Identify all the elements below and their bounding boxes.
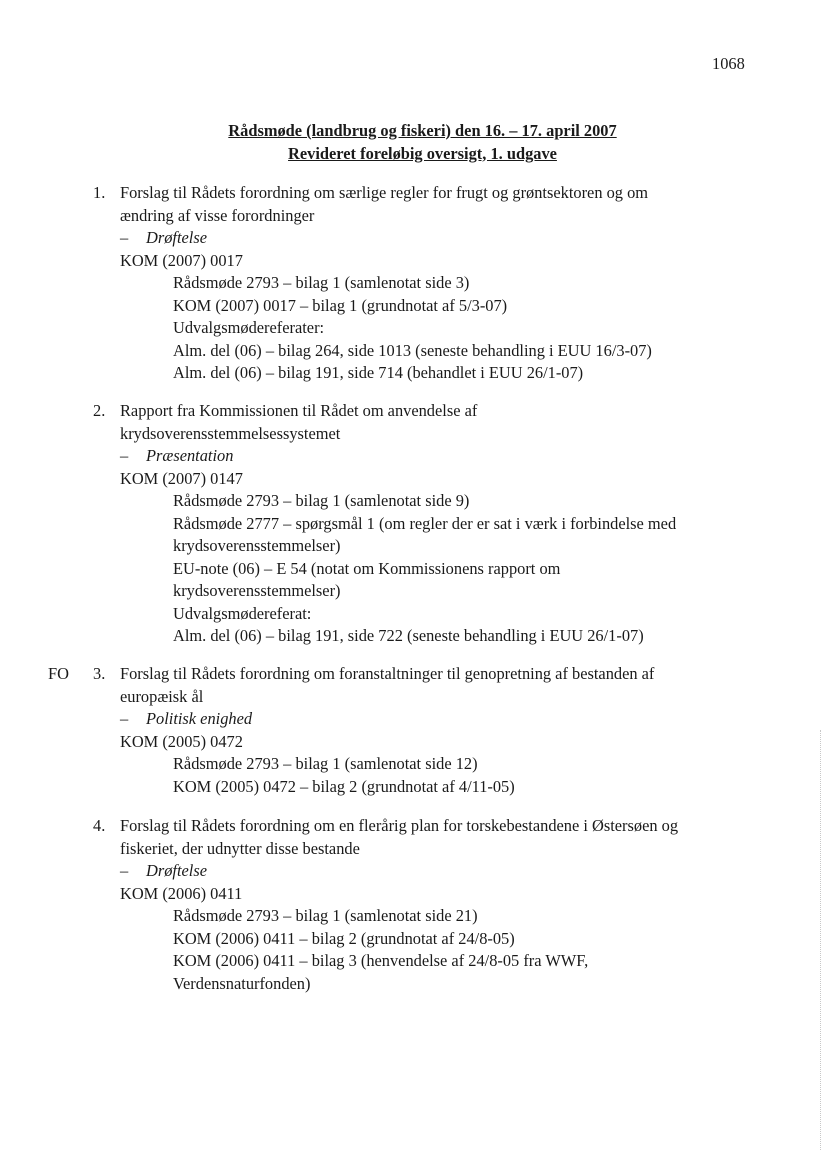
sub-reference: EU-note (06) – E 54 (notat om Kommissionens rapport om xyxy=(173,558,561,578)
item-reference: KOM (2007) 0147 xyxy=(120,468,243,488)
sub-reference: Udvalgsmødereferat: xyxy=(173,603,312,623)
heading-title: Rådsmøde (landbrug og fiskeri) den 16. – 17. april 2007 xyxy=(228,121,617,140)
item-title-line: krydsoverensstemmelsessystemet xyxy=(120,423,341,443)
page-number: 1068 xyxy=(712,54,745,73)
scan-artifact-dots xyxy=(818,730,821,1150)
status-dash: – xyxy=(120,861,129,880)
heading-subtitle: Revideret foreløbig oversigt, 1. udgave xyxy=(288,143,557,163)
side-mark: FO xyxy=(48,664,69,683)
sub-reference: krydsoverensstemmelser) xyxy=(173,536,341,555)
sub-references xyxy=(173,753,753,798)
status-label: Drøftelse xyxy=(146,861,208,880)
sub-reference: KOM (2005) 0472 – bilag 2 (grundnotat af 4/11-05) xyxy=(173,776,515,796)
sub-references xyxy=(173,272,753,385)
status-dash: – xyxy=(120,709,129,728)
item-number: 3. xyxy=(93,664,106,683)
status-dash: – xyxy=(120,446,129,465)
item-body xyxy=(120,815,800,995)
sub-reference: Alm. del (06) – bilag 264, side 1013 (seneste behandling i EUU 16/3-07) xyxy=(173,340,652,360)
sub-references xyxy=(173,490,753,648)
status-dash: – xyxy=(120,228,129,247)
item-body xyxy=(120,663,770,798)
item-number: 1. xyxy=(93,183,106,202)
item-status xyxy=(120,860,800,883)
status-label: Politisk enighed xyxy=(146,709,253,728)
sub-reference: Rådsmøde 2793 – bilag 1 (samlenotat side 12) xyxy=(173,754,478,773)
item-title-line: Rapport fra Kommissionen til Rådet om anvendelse af xyxy=(120,401,478,420)
item-title-line: fiskeriet, der udnytter disse bestande xyxy=(120,838,360,858)
sub-reference: krydsoverensstemmelser) xyxy=(173,581,341,600)
sub-reference: Rådsmøde 2793 – bilag 1 (samlenotat side 3) xyxy=(173,273,470,292)
item-title-line: Forslag til Rådets forordning om en flerårig plan for torskebestandene i Østersøen og xyxy=(120,816,679,835)
status-label: Præsentation xyxy=(146,446,234,465)
status-label: Drøftelse xyxy=(146,228,208,247)
sub-references xyxy=(173,905,753,995)
sub-reference: Alm. del (06) – bilag 191, side 714 (behandlet i EUU 26/1-07) xyxy=(173,363,584,382)
item-title-line: ændring af visse forordninger xyxy=(120,205,315,225)
sub-reference: Verdensnaturfonden) xyxy=(173,973,311,993)
item-body xyxy=(120,400,770,648)
item-number: 2. xyxy=(93,401,106,420)
item-reference: KOM (2007) 0017 xyxy=(120,250,243,270)
document-heading xyxy=(0,120,825,165)
sub-reference: Alm. del (06) – bilag 191, side 722 (seneste behandling i EUU 26/1-07) xyxy=(173,626,644,645)
item-status xyxy=(120,708,770,731)
item-status xyxy=(120,227,770,250)
sub-reference: KOM (2006) 0411 – bilag 3 (henvendelse af 24/8-05 fra WWF, xyxy=(173,951,589,970)
sub-reference: Udvalgsmødereferater: xyxy=(173,318,325,337)
item-status xyxy=(120,445,770,468)
sub-reference: Rådsmøde 2793 – bilag 1 (samlenotat side 9) xyxy=(173,491,470,510)
sub-reference: KOM (2007) 0017 – bilag 1 (grundnotat af 5/3-07) xyxy=(173,295,508,315)
item-title-line: europæisk ål xyxy=(120,686,204,706)
sub-reference: Rådsmøde 2777 – spørgsmål 1 (om regler der er sat i værk i forbindelse med xyxy=(173,513,677,533)
item-title-line: Forslag til Rådets forordning om særlige regler for frugt og grøntsektoren og om xyxy=(120,183,649,202)
item-reference: KOM (2005) 0472 xyxy=(120,731,243,751)
item-reference: KOM (2006) 0411 xyxy=(120,883,243,903)
item-title-line: Forslag til Rådets forordning om foranstaltninger til genopretning af bestanden af xyxy=(120,664,655,683)
item-body xyxy=(120,182,770,385)
item-number: 4. xyxy=(93,816,106,835)
sub-reference: KOM (2006) 0411 – bilag 2 (grundnotat af 24/8-05) xyxy=(173,928,515,948)
sub-reference: Rådsmøde 2793 – bilag 1 (samlenotat side 21) xyxy=(173,906,478,925)
